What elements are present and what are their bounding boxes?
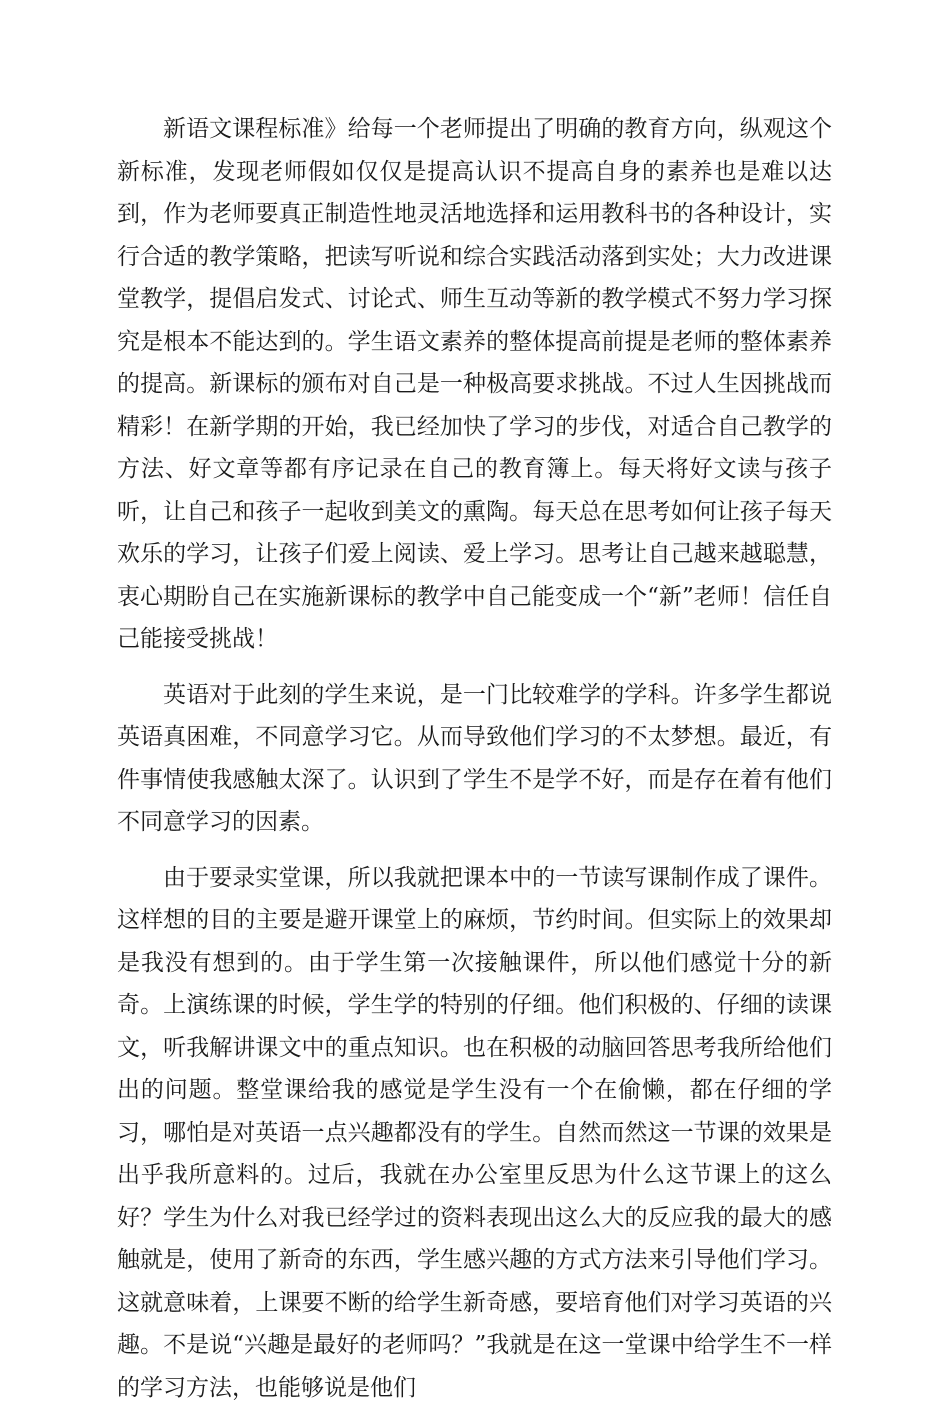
document-body — [117, 108, 832, 1409]
paragraph-3: 由于要录实堂课，所以我就把课本中的一节读写课制作成了课件。这样想的目的主要是避开课堂上的麻烦，节约时间。但实际上的效果却是我没有想到的。由于学生第一次接触课件，所以他们感觉十分的新奇。上演练课的时候，学生学的特别的仔细。他们积极的、仔细的读课文，听我解讲课文中的重点知识。也在积极的动脑回答思考我所给他们出的问题。整堂课给我的感觉是学生没有一个在偷懒，都在仔细的学习，哪怕是对英语一点兴趣都没有的学生。自然而然这一节课的效果是出乎我所意料的。过后，我就在办公室里反思为什么这节课上的这么好？学生为什么对我已经学过的资料表现出这么大的反应我的最大的感触就是，使用了新奇的东西，学生感兴趣的方式方法来引导他们学习。这就意味着，上课要不断的给学生新奇感，要培育他们对学习英语的兴趣。不是说“兴趣是最好的老师吗？”我就是在这一堂课中给学生不一样的学习方法，也能够说是他们 — [117, 857, 832, 1409]
paragraph-2: 英语对于此刻的学生来说，是一门比较难学的学科。许多学生都说英语真困难，不同意学习它。从而导致他们学习的不太梦想。最近，有件事情使我感触太深了。认识到了学生不是学不好，而是存在着有他们不同意学习的因素。 — [117, 674, 832, 844]
paragraph-1: 新语文课程标准》给每一个老师提出了明确的教育方向，纵观这个新标准，发现老师假如仅仅是提高认识不提高自身的素养也是难以达到，作为老师要真正制造性地灵活地选择和运用教科书的各种设计，实行合适的教学策略，把读写听说和综合实践活动落到实处；大力改进课堂教学，提倡启发式、讨论式、师生互动等新的教学模式不努力学习探究是根本不能达到的。学生语文素养的整体提高前提是老师的整体素养的提高。新课标的颁布对自己是一种极高要求挑战。不过人生因挑战而精彩！在新学期的开始，我已经加快了学习的步伐，对适合自己教学的方法、好文章等都有序记录在自己的教育簿上。每天将好文读与孩子听，让自己和孩子一起收到美文的熏陶。每天总在思考如何让孩子每天欢乐的学习，让孩子们爱上阅读、爱上学习。思考让自己越来越聪慧，衷心期盼自己在实施新课标的教学中自己能变成一个“新”老师！信任自己能接受挑战！ — [117, 108, 832, 661]
